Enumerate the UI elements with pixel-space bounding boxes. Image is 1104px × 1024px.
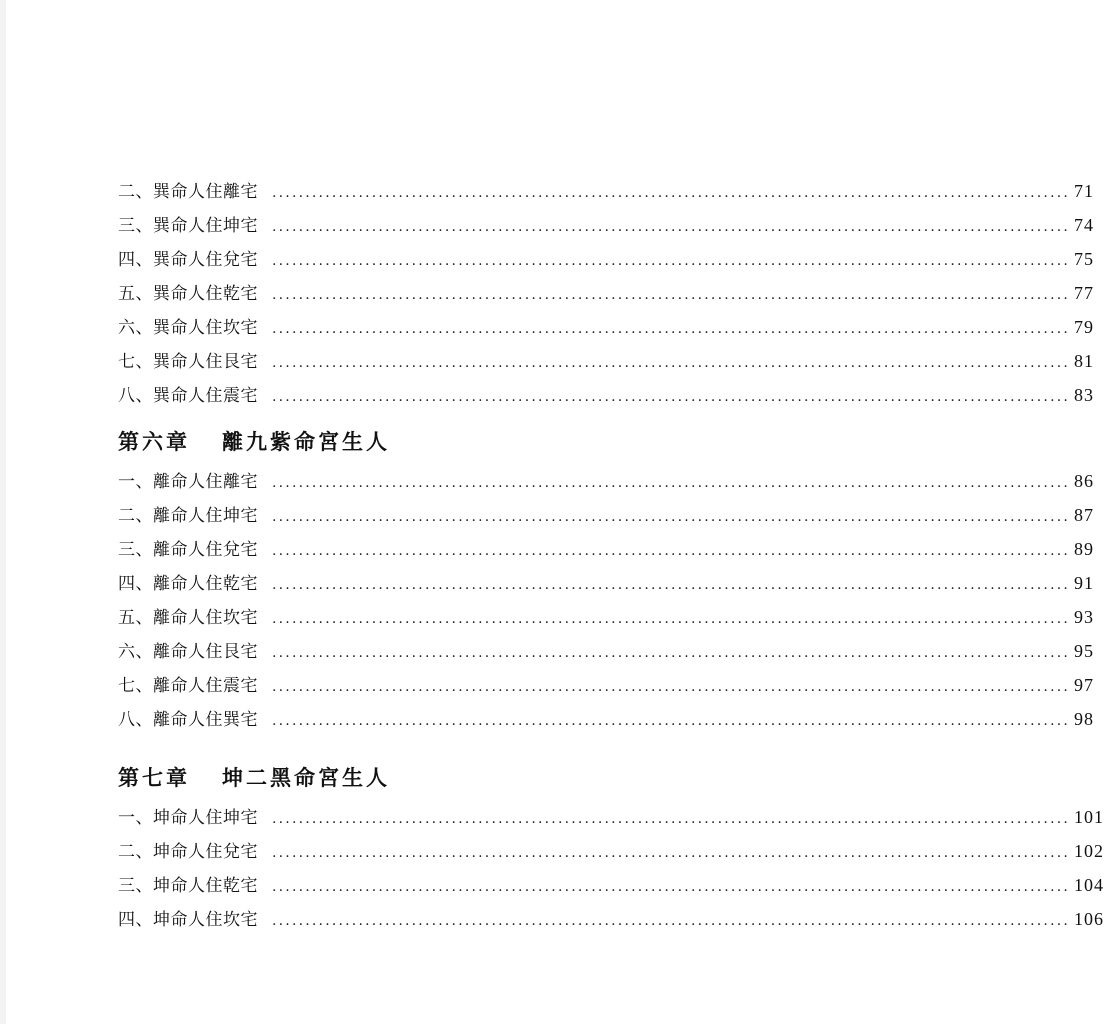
dot-leader: ........................................................................................................................ (272, 355, 1071, 371)
page-number: 74 (1074, 215, 1095, 235)
entry-title: 四、巽命人住兌宅 (118, 250, 258, 270)
toc-entry[interactable] (118, 532, 1095, 566)
dot-leader: ........................................................................................................................ (272, 543, 1071, 559)
dot-leader: ........................................................................................................................ (272, 811, 1071, 827)
page-number: 71 (1074, 181, 1095, 201)
page-number: 101 (1074, 807, 1104, 827)
chapter-heading (118, 756, 576, 800)
page-number: 79 (1074, 317, 1095, 337)
toc-entry[interactable] (118, 242, 1095, 276)
entry-title: 五、離命人住坎宅 (118, 608, 258, 628)
toc-entry[interactable] (118, 834, 1104, 868)
entry-title: 五、巽命人住乾宅 (118, 284, 258, 304)
toc-entry[interactable] (118, 276, 1095, 310)
page-number: 97 (1074, 675, 1095, 695)
entry-title: 二、巽命人住離宅 (118, 182, 258, 202)
toc-entry[interactable] (118, 174, 1095, 208)
page-number: 87 (1074, 505, 1095, 525)
entry-title: 八、巽命人住震宅 (118, 386, 258, 406)
page-number: 77 (1074, 283, 1095, 303)
toc-entry[interactable] (118, 702, 1095, 736)
table-of-contents (118, 174, 1104, 936)
entry-title: 八、離命人住巽宅 (118, 710, 258, 730)
dot-leader: ........................................................................................................................ (272, 185, 1071, 201)
page-number: 95 (1074, 641, 1095, 661)
page-number: 75 (1074, 249, 1095, 269)
entry-title: 一、坤命人住坤宅 (118, 808, 258, 828)
toc-entry[interactable] (118, 600, 1095, 634)
toc-entry[interactable] (118, 668, 1095, 702)
dot-leader: ........................................................................................................................ (272, 879, 1071, 895)
page-number: 83 (1074, 385, 1095, 405)
dot-leader: ........................................................................................................................ (272, 321, 1071, 337)
page-number: 93 (1074, 607, 1095, 627)
toc-entry[interactable] (118, 566, 1095, 600)
toc-entry[interactable] (118, 902, 1104, 936)
entry-title: 一、離命人住離宅 (118, 472, 258, 492)
page-number: 104 (1074, 875, 1104, 895)
dot-leader: ........................................................................................................................ (272, 577, 1071, 593)
page-number: 86 (1074, 471, 1095, 491)
dot-leader: ........................................................................................................................ (272, 713, 1071, 729)
toc-entry[interactable] (118, 208, 1095, 242)
page-number: 106 (1074, 909, 1104, 929)
dot-leader: ........................................................................................................................ (272, 253, 1071, 269)
entry-title: 六、離命人住艮宅 (118, 642, 258, 662)
page-number: 81 (1074, 351, 1095, 371)
dot-leader: ........................................................................................................................ (272, 475, 1071, 491)
dot-leader: ........................................................................................................................ (272, 287, 1071, 303)
dot-leader: ........................................................................................................................ (272, 645, 1071, 661)
toc-entry[interactable] (118, 634, 1095, 668)
dot-leader: ........................................................................................................................ (272, 845, 1071, 861)
entry-title: 二、離命人住坤宅 (118, 506, 258, 526)
toc-entry[interactable] (118, 378, 1095, 412)
entry-title: 二、坤命人住兌宅 (118, 842, 258, 862)
dot-leader: ........................................................................................................................ (272, 509, 1071, 525)
entry-title: 七、巽命人住艮宅 (118, 352, 258, 372)
toc-entry[interactable] (118, 464, 1095, 498)
entry-title: 三、離命人住兌宅 (118, 540, 258, 560)
page-number: 102 (1074, 841, 1104, 861)
dot-leader: ........................................................................................................................ (272, 611, 1071, 627)
entry-title: 三、巽命人住坤宅 (118, 216, 258, 236)
toc-entry[interactable] (118, 310, 1095, 344)
entry-title: 三、坤命人住乾宅 (118, 876, 258, 896)
dot-leader: ........................................................................................................................ (272, 219, 1071, 235)
page-number: 91 (1074, 573, 1095, 593)
dot-leader: ........................................................................................................................ (272, 679, 1071, 695)
chapter-heading (118, 420, 576, 464)
chapter-title: 離九紫命宮生人 (222, 429, 390, 454)
entry-title: 四、坤命人住坎宅 (118, 910, 258, 930)
page-number: 89 (1074, 539, 1095, 559)
chapter-number: 第七章 (118, 765, 190, 790)
page-number: 98 (1074, 709, 1095, 729)
dot-leader: ........................................................................................................................ (272, 389, 1071, 405)
entry-title: 七、離命人住震宅 (118, 676, 258, 696)
toc-entry[interactable] (118, 498, 1095, 532)
entry-title: 四、離命人住乾宅 (118, 574, 258, 594)
toc-entry[interactable] (118, 800, 1104, 834)
entry-title: 六、巽命人住坎宅 (118, 318, 258, 338)
chapter-title: 坤二黑命宮生人 (222, 765, 390, 790)
toc-entry[interactable] (118, 868, 1104, 902)
chapter-number: 第六章 (118, 429, 190, 454)
dot-leader: ........................................................................................................................ (272, 913, 1071, 929)
toc-entry[interactable] (118, 344, 1095, 378)
